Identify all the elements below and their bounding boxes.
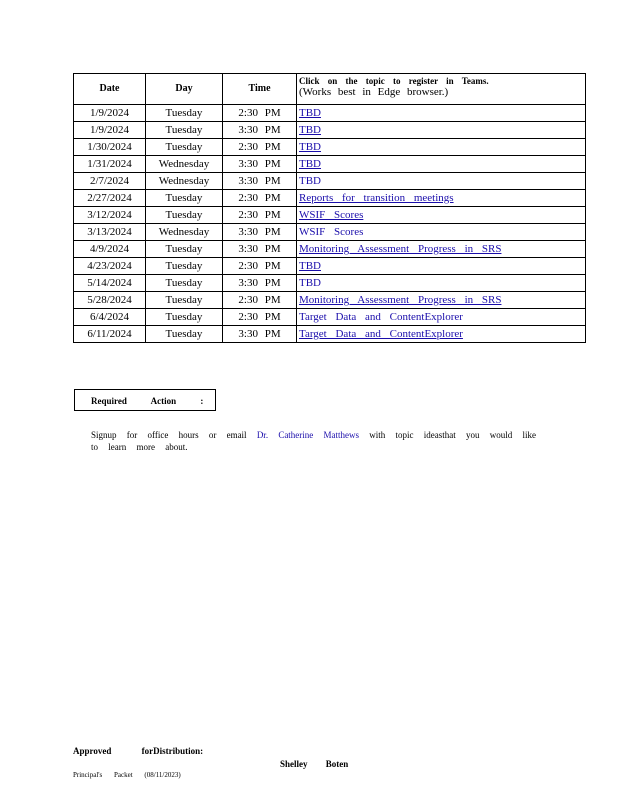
- time-cell: 3:30 PM: [223, 173, 297, 190]
- table-row: [74, 241, 586, 258]
- table-row: [74, 224, 586, 241]
- time-cell: 2:30 PM: [223, 105, 297, 122]
- day-cell: Tuesday: [146, 258, 223, 275]
- day-cell: Wednesday: [146, 224, 223, 241]
- topic-register-link[interactable]: WSIF Scores: [299, 209, 364, 221]
- time-cell: 3:30 PM: [223, 224, 297, 241]
- table-row: [74, 292, 586, 309]
- time-cell: 3:30 PM: [223, 326, 297, 343]
- table-row: [74, 173, 586, 190]
- topic-cell: [297, 105, 586, 122]
- table-row: [74, 258, 586, 275]
- day-cell: Tuesday: [146, 122, 223, 139]
- table-row: [74, 309, 586, 326]
- action-text-after: with topic ideasthat you would like to learn more about.: [91, 430, 537, 452]
- table-row: [74, 105, 586, 122]
- time-cell: 3:30 PM: [223, 241, 297, 258]
- date-cell: 5/14/2024: [74, 275, 146, 292]
- approved-for-distribution: Approved forDistribution:: [73, 746, 204, 756]
- table-row: [74, 190, 586, 207]
- topic-cell: [297, 190, 586, 207]
- time-cell: 2:30 PM: [223, 309, 297, 326]
- table-row: [74, 139, 586, 156]
- topic-header-browser-note: (Works best in Edge browser.): [299, 86, 449, 98]
- day-column-header: Day: [146, 74, 223, 105]
- day-cell: Tuesday: [146, 275, 223, 292]
- date-cell: 1/30/2024: [74, 139, 146, 156]
- required-action-box: [74, 389, 216, 411]
- topic-header-instruction: Click on the topic to register in Teams.: [299, 76, 489, 86]
- date-cell: 4/23/2024: [74, 258, 146, 275]
- time-cell: 2:30 PM: [223, 258, 297, 275]
- day-cell: Tuesday: [146, 190, 223, 207]
- table-row: [74, 326, 586, 343]
- topic-cell: [297, 275, 586, 292]
- action-item-text: [91, 429, 543, 453]
- topic-cell: [297, 156, 586, 173]
- office-hours-schedule-table: [73, 73, 586, 343]
- table-row: [74, 207, 586, 224]
- packet-footer: Principal's Packet (08/11/2023): [73, 771, 181, 779]
- day-cell: Tuesday: [146, 326, 223, 343]
- date-cell: 6/11/2024: [74, 326, 146, 343]
- table-row: [74, 275, 586, 292]
- topic-register-link[interactable]: TBD: [299, 158, 321, 170]
- table-row: [74, 156, 586, 173]
- date-column-header: Date: [74, 74, 146, 105]
- time-cell: 3:30 PM: [223, 122, 297, 139]
- time-cell: 2:30 PM: [223, 190, 297, 207]
- date-cell: 2/27/2024: [74, 190, 146, 207]
- table-header-row: [74, 74, 586, 105]
- topic-cell: [297, 207, 586, 224]
- topic-register-link[interactable]: TBD: [299, 277, 321, 289]
- topic-register-link[interactable]: TBD: [299, 175, 321, 187]
- topic-cell: [297, 309, 586, 326]
- topic-register-link[interactable]: Monitoring Assessment Progress in SRS: [299, 294, 502, 306]
- topic-cell: [297, 139, 586, 156]
- topic-cell: [297, 122, 586, 139]
- date-cell: 1/9/2024: [74, 105, 146, 122]
- topic-register-link[interactable]: Target Data and ContentExplorer: [299, 328, 463, 340]
- day-cell: Tuesday: [146, 207, 223, 224]
- required-action-label: Required Action :: [91, 396, 204, 406]
- topic-cell: [297, 292, 586, 309]
- action-item: [73, 429, 543, 453]
- time-column-header: Time: [223, 74, 297, 105]
- topic-cell: [297, 258, 586, 275]
- day-cell: Tuesday: [146, 105, 223, 122]
- day-cell: Wednesday: [146, 173, 223, 190]
- day-cell: Wednesday: [146, 156, 223, 173]
- time-cell: 2:30 PM: [223, 292, 297, 309]
- date-cell: 5/28/2024: [74, 292, 146, 309]
- date-cell: 1/31/2024: [74, 156, 146, 173]
- day-cell: Tuesday: [146, 241, 223, 258]
- topic-cell: [297, 173, 586, 190]
- date-cell: 1/9/2024: [74, 122, 146, 139]
- date-cell: 2/7/2024: [74, 173, 146, 190]
- time-cell: 3:30 PM: [223, 156, 297, 173]
- day-cell: Tuesday: [146, 292, 223, 309]
- topic-cell: [297, 241, 586, 258]
- day-cell: Tuesday: [146, 139, 223, 156]
- topic-register-link[interactable]: TBD: [299, 141, 321, 153]
- topic-register-link[interactable]: Monitoring Assessment Progress in SRS: [299, 243, 502, 255]
- topic-register-link[interactable]: TBD: [299, 124, 321, 136]
- day-cell: Tuesday: [146, 309, 223, 326]
- topic-register-link[interactable]: WSIF Scores: [299, 226, 364, 238]
- date-cell: 3/13/2024: [74, 224, 146, 241]
- time-cell: 2:30 PM: [223, 139, 297, 156]
- topic-register-link[interactable]: Reports for transition meetings: [299, 192, 454, 204]
- date-cell: 4/9/2024: [74, 241, 146, 258]
- date-cell: 6/4/2024: [74, 309, 146, 326]
- signer-name: Shelley Boten: [280, 759, 349, 769]
- topic-column-header: [297, 74, 586, 105]
- topic-register-link[interactable]: TBD: [299, 260, 321, 272]
- topic-register-link[interactable]: TBD: [299, 107, 321, 119]
- topic-cell: [297, 326, 586, 343]
- time-cell: 3:30 PM: [223, 275, 297, 292]
- date-cell: 3/12/2024: [74, 207, 146, 224]
- topic-register-link[interactable]: Target Data and ContentExplorer: [299, 311, 463, 323]
- time-cell: 2:30 PM: [223, 207, 297, 224]
- schedule-body: [74, 105, 586, 343]
- table-row: [74, 122, 586, 139]
- contact-link[interactable]: Dr. Catherine Matthews: [256, 430, 360, 440]
- topic-cell: [297, 224, 586, 241]
- action-text-before: Signup for office hours or email: [91, 430, 247, 440]
